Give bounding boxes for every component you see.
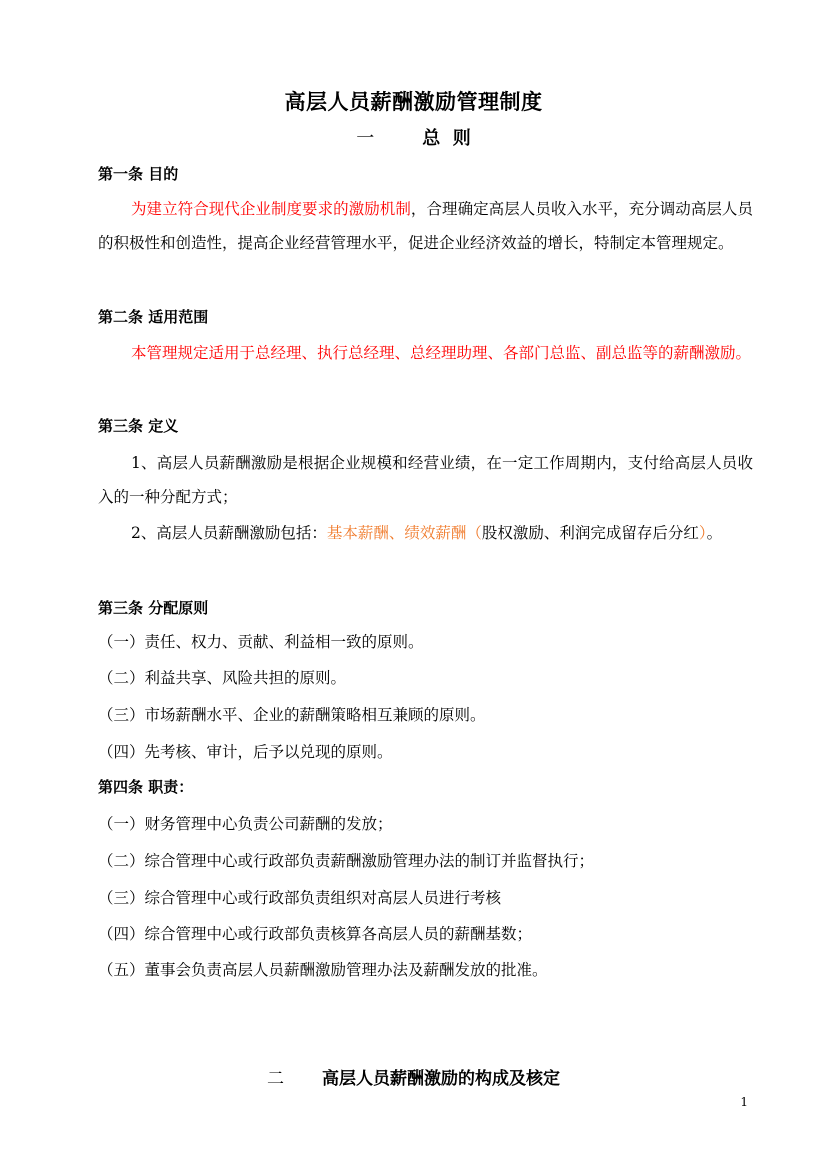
article-1-heading: 第一条 目的 — [98, 165, 179, 183]
principle-item: （二）利益共享、风险共担的原则。 — [98, 669, 347, 687]
section-label: 总 则 — [422, 128, 471, 149]
principle-item: （三）市场薪酬水平、企业的薪酬策略相互兼顾的原则。 — [98, 706, 486, 724]
duty-item: （四）综合管理中心或行政部负责核算各高层人员的薪酬基数； — [98, 925, 533, 943]
article-1-text — [98, 192, 753, 260]
section-number: 二 — [267, 1069, 284, 1089]
article-3-para-2 — [98, 516, 753, 550]
section-number: 一 — [356, 128, 375, 149]
article-3-para-1: 1、高层人员薪酬激励是根据企业规模和经营业绩，在一定工作周期内，支付给高层人员收入的一种分配方式； — [98, 454, 753, 506]
section-heading-2 — [0, 1064, 827, 1089]
duty-item: （五）董事会负责高层人员薪酬激励管理办法及薪酬发放的批准。 — [98, 961, 548, 979]
article-3-para-2-end: 。 — [706, 524, 723, 542]
section-heading-1 — [0, 124, 827, 150]
article-4-heading: 第四条 职责： — [98, 778, 194, 796]
section-label: 高层人员薪酬激励的构成及核定 — [322, 1069, 560, 1089]
article-1-text-highlight: 为建立符合现代企业制度要求的激励机制 — [131, 200, 411, 218]
article-3-para-2-close: ） — [698, 524, 707, 542]
duty-item: （二）综合管理中心或行政部负责薪酬激励管理办法的制订并监督执行； — [98, 852, 595, 870]
article-2-text: 本管理规定适用于总经理、执行总经理、总经理助理、各部门总监、副总监等的薪酬激励。 — [131, 344, 752, 362]
principle-item: （四）先考核、审计，后予以兑现的原则。 — [98, 743, 393, 761]
article-3b-heading: 第三条 分配原则 — [98, 599, 209, 617]
article-3-para-2-prefix: 2、高层人员薪酬激励包括： — [131, 524, 327, 542]
document-title: 高层人员薪酬激励管理制度 — [284, 89, 543, 114]
duty-item: （三）综合管理中心或行政部负责组织对高层人员进行考核 — [98, 889, 502, 907]
article-1-text-rest: ，合理确定高层人员收入水平，充分调动高层人员的积极性和创造性，提高企业经营管理水平，促进企业经济效益的增长，特制定本管理规定。 — [98, 200, 753, 252]
article-2-heading: 第二条 适用范围 — [98, 308, 209, 326]
duty-item: （一）财务管理中心负责公司薪酬的发放； — [98, 815, 393, 833]
page-number: 1 — [740, 1095, 748, 1109]
article-3-para-2-mid: 股权激励、利润完成留存后分红 — [481, 524, 699, 542]
principle-item: （一）责任、权力、贡献、利益相一致的原则。 — [98, 633, 424, 651]
article-3-para-2-highlight: 基本薪酬、绩效薪酬（ — [326, 524, 482, 542]
article-3-heading: 第三条 定义 — [98, 417, 179, 435]
